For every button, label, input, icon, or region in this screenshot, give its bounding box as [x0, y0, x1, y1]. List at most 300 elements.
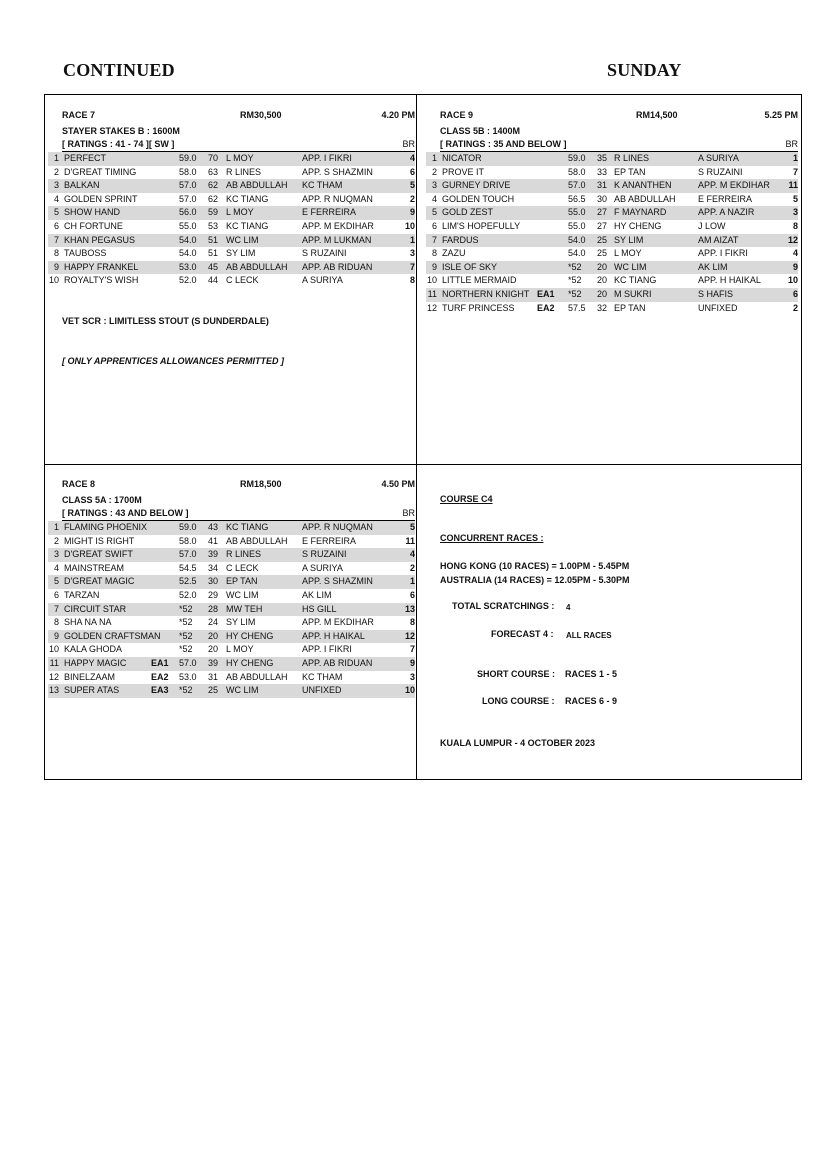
rating: 62: [208, 193, 219, 204]
weight: 55.0: [179, 220, 197, 231]
table-row: [48, 589, 415, 603]
table-row: [426, 193, 798, 207]
trainer: APP. M EKDIHAR: [302, 220, 374, 231]
race-time: 5.25 PM: [764, 110, 798, 120]
table-row: [426, 234, 798, 248]
barrier: 4: [409, 153, 415, 163]
course-label: COURSE C4: [440, 494, 493, 504]
table-row: [48, 562, 415, 576]
jockey: EP TAN: [226, 576, 258, 587]
barrier: 9: [409, 207, 415, 218]
rating: 51: [208, 248, 219, 259]
runner-number: 13: [48, 685, 59, 696]
weight: 59.0: [179, 153, 197, 163]
weight: 56.0: [179, 207, 197, 218]
header-continued: CONTINUED: [63, 60, 175, 80]
runner-list: [426, 152, 798, 315]
barrier: 10: [787, 275, 798, 286]
runner-number: 6: [53, 220, 59, 231]
race-class: CLASS 5A : 1700M: [62, 495, 142, 505]
trainer: APP. M EKDIHAR: [302, 617, 374, 628]
race-card-grid: [44, 94, 802, 780]
runner-number: 10: [426, 275, 437, 286]
allowances-note: [ ONLY APPRENTICES ALLOWANCES PERMITTED ]: [62, 356, 285, 366]
jockey: KC TIANG: [226, 220, 269, 231]
runner-number: 11: [49, 657, 59, 668]
weight: 59.0: [179, 522, 197, 532]
race-header: [426, 110, 798, 122]
runner-list: [48, 152, 415, 288]
weight: *52: [179, 603, 193, 614]
barrier: 7: [792, 166, 798, 177]
horizontal-divider: [45, 464, 801, 465]
trainer: S RUZAINI: [302, 549, 347, 560]
race-header: [48, 110, 415, 122]
horse-name: SHOW HAND: [64, 207, 120, 218]
horse-name: BINELZAAM: [64, 671, 116, 682]
jockey: F MAYNARD: [614, 207, 667, 218]
runner-number: 9: [53, 630, 59, 641]
rating: 25: [597, 248, 608, 259]
barrier: 7: [409, 644, 415, 655]
runner-number: 5: [431, 207, 437, 218]
barrier: 3: [409, 671, 415, 682]
race-ratings: [ RATINGS : 41 - 74 ][ SW ]: [62, 139, 175, 149]
barrier: 10: [404, 685, 415, 696]
weight: 57.0: [179, 193, 197, 204]
trainer: APP. H HAIKAL: [698, 275, 761, 286]
table-row: [48, 521, 415, 535]
runner-number: 12: [426, 302, 437, 313]
barrier: 5: [409, 180, 415, 191]
horse-name: GOLDEN SPRINT: [64, 193, 138, 204]
rating: 25: [208, 685, 219, 696]
race-number: RACE 7: [62, 110, 96, 120]
weight: *52: [179, 685, 193, 696]
emergency-acceptor: EA1: [151, 657, 169, 668]
rating: 29: [208, 589, 219, 600]
jockey: L MOY: [614, 248, 642, 259]
barrier: 8: [409, 617, 415, 628]
trainer: KC THAM: [302, 671, 343, 682]
trainer: APP. I FIKRI: [302, 644, 352, 655]
rating: 30: [597, 193, 608, 204]
weight: 56.5: [568, 193, 586, 204]
table-row: [426, 220, 798, 234]
trainer: UNFIXED: [698, 302, 738, 313]
jockey: SY LIM: [226, 248, 256, 259]
table-row: [426, 179, 798, 193]
jockey: R LINES: [614, 153, 650, 163]
horse-name: HAPPY FRANKEL: [64, 261, 139, 272]
trainer: A SURIYA: [698, 153, 739, 163]
runner-number: 3: [431, 180, 437, 191]
horse-name: NICATOR: [442, 153, 482, 163]
race-number: RACE 9: [440, 110, 474, 120]
barrier: 1: [409, 234, 415, 245]
weight: *52: [568, 275, 582, 286]
trainer: KC THAM: [302, 180, 343, 191]
table-row: [426, 152, 798, 166]
runner-number: 10: [48, 275, 59, 286]
runner-number: 8: [431, 248, 437, 259]
rating: 20: [597, 288, 608, 299]
concurrent-races-title: CONCURRENT RACES :: [440, 533, 544, 543]
weight: 54.0: [568, 248, 586, 259]
trainer: APP. H HAIKAL: [302, 630, 365, 641]
emergency-acceptor: EA2: [151, 671, 169, 682]
total-scratchings-label: TOTAL SCRATCHINGS :: [452, 601, 555, 611]
horse-name: TARZAN: [64, 589, 100, 600]
horse-name: SUPER ATAS: [64, 685, 120, 696]
weight: 53.0: [179, 671, 197, 682]
race-header: [48, 479, 415, 491]
horse-name: FLAMING PHOENIX: [64, 522, 148, 532]
horse-name: CH FORTUNE: [64, 220, 123, 231]
jockey: EP TAN: [614, 166, 646, 177]
jockey: AB ABDULLAH: [226, 671, 288, 682]
jockey: M SUKRI: [614, 288, 652, 299]
jockey: AB ABDULLAH: [614, 193, 676, 204]
rating: 31: [597, 180, 608, 191]
table-row: [48, 261, 415, 275]
runner-number: 4: [53, 562, 59, 573]
trainer: AK LIM: [302, 589, 332, 600]
weight: 54.0: [179, 234, 197, 245]
runner-number: 10: [48, 644, 59, 655]
horse-name: LITTLE MERMAID: [442, 275, 517, 286]
jockey: SY LIM: [226, 617, 256, 628]
weight: 52.0: [179, 589, 197, 600]
jockey: K ANANTHEN: [614, 180, 672, 191]
rating: 20: [208, 630, 219, 641]
weight: 52.0: [179, 275, 197, 286]
runner-number: 6: [431, 220, 437, 231]
weight: 58.0: [179, 166, 197, 177]
barrier: 9: [409, 657, 415, 668]
rating: 70: [208, 153, 219, 163]
emergency-acceptor: EA3: [151, 685, 169, 696]
barrier-column-label: BR: [402, 508, 415, 518]
rating: 20: [208, 644, 219, 655]
rating: 28: [208, 603, 219, 614]
race-class: CLASS 5B : 1400M: [440, 126, 521, 136]
jockey: KC TIANG: [226, 522, 269, 532]
barrier-column-label: BR: [402, 139, 415, 149]
horse-name: MIGHT IS RIGHT: [64, 535, 135, 546]
barrier: 11: [405, 535, 415, 546]
horse-name: TAUBOSS: [64, 248, 107, 259]
jockey: AB ABDULLAH: [226, 261, 288, 272]
jockey: L MOY: [226, 644, 254, 655]
horse-name: ROYALTY'S WISH: [64, 275, 139, 286]
rating: 62: [208, 180, 219, 191]
table-row: [426, 302, 798, 316]
forecast-label: FORECAST 4 :: [491, 629, 554, 639]
weight: 53.0: [179, 261, 197, 272]
horse-name: GOLD ZEST: [442, 207, 494, 218]
rating: 53: [208, 220, 219, 231]
barrier: 5: [409, 522, 415, 532]
race-prize: RM30,500: [240, 110, 282, 120]
barrier: 12: [787, 234, 798, 245]
long-course-value: RACES 6 - 9: [565, 696, 618, 706]
horse-name: BALKAN: [64, 180, 100, 191]
trainer: APP. M EKDIHAR: [698, 180, 770, 191]
horse-name: MAINSTREAM: [64, 562, 125, 573]
weight: 55.0: [568, 207, 586, 218]
emergency-acceptor: EA1: [537, 288, 555, 299]
rating: 39: [208, 549, 219, 560]
jockey: WC LIM: [226, 685, 259, 696]
jockey: MW TEH: [226, 603, 263, 614]
race-prize: RM18,500: [240, 479, 282, 489]
barrier: 9: [792, 261, 798, 272]
horse-name: D'GREAT TIMING: [64, 166, 137, 177]
barrier: 2: [792, 302, 798, 313]
barrier-column-label: BR: [785, 139, 798, 149]
table-row: [48, 671, 415, 685]
horse-name: ISLE OF SKY: [442, 261, 498, 272]
weight: 54.0: [179, 248, 197, 259]
rating: 31: [208, 671, 219, 682]
table-row: [48, 193, 415, 207]
rating: 51: [208, 234, 219, 245]
runner-number: 1: [53, 522, 59, 532]
horse-name: KHAN PEGASUS: [64, 234, 136, 245]
weight: 57.0: [179, 657, 197, 668]
rating: 33: [597, 166, 608, 177]
table-row: [48, 684, 415, 698]
table-row: [48, 166, 415, 180]
jockey: C LECK: [226, 562, 259, 573]
barrier: 12: [404, 630, 415, 641]
jockey: L MOY: [226, 153, 254, 163]
table-row: [48, 220, 415, 234]
runner-list: [48, 521, 415, 698]
rating: 59: [208, 207, 219, 218]
weight: 55.0: [568, 220, 586, 231]
table-row: [48, 630, 415, 644]
rating: 34: [208, 562, 219, 573]
runner-number: 9: [431, 261, 437, 272]
weight: 58.0: [568, 166, 586, 177]
trainer: APP. R NUQMAN: [302, 522, 373, 532]
trainer: APP. S SHAZMIN: [302, 166, 373, 177]
table-row: [48, 179, 415, 193]
runner-number: 5: [53, 576, 59, 587]
barrier: 7: [409, 261, 415, 272]
runner-number: 8: [53, 617, 59, 628]
barrier: 10: [404, 220, 415, 231]
barrier: 4: [792, 248, 798, 259]
barrier: 1: [409, 576, 415, 587]
weight: 57.0: [568, 180, 586, 191]
race-ratings: [ RATINGS : 43 AND BELOW ]: [62, 508, 189, 518]
total-scratchings-value: 4: [566, 603, 571, 612]
runner-number: 3: [53, 180, 59, 191]
barrier: 8: [409, 275, 415, 286]
rating: 32: [597, 302, 608, 313]
weight: 54.0: [568, 234, 586, 245]
rating: 39: [208, 657, 219, 668]
table-row: [48, 274, 415, 288]
table-row: [426, 261, 798, 275]
table-row: [426, 166, 798, 180]
trainer: APP. AB RIDUAN: [302, 657, 373, 668]
table-row: [426, 288, 798, 302]
long-course-label: LONG COURSE :: [482, 696, 555, 706]
table-row: [48, 643, 415, 657]
horse-name: PROVE IT: [442, 166, 485, 177]
jockey: WC LIM: [226, 234, 259, 245]
barrier: 2: [409, 562, 415, 573]
weight: 57.0: [179, 180, 197, 191]
race-ratings: [ RATINGS : 35 AND BELOW ]: [440, 139, 567, 149]
table-row: [48, 603, 415, 617]
barrier: 6: [409, 166, 415, 177]
jockey: L MOY: [226, 207, 254, 218]
rating: 44: [208, 275, 219, 286]
table-row: [48, 247, 415, 261]
short-course-label: SHORT COURSE :: [477, 669, 556, 679]
jockey: HY CHENG: [226, 630, 274, 641]
header-day: SUNDAY: [607, 60, 682, 80]
rating: 35: [597, 153, 608, 163]
runner-number: 1: [431, 153, 437, 163]
table-row: [48, 548, 415, 562]
barrier: 5: [792, 193, 798, 204]
jockey: WC LIM: [226, 589, 259, 600]
horse-name: ZAZU: [442, 248, 466, 259]
trainer: A SURIYA: [302, 275, 343, 286]
race-number: RACE 8: [62, 479, 96, 489]
jockey: R LINES: [226, 166, 262, 177]
table-row: [426, 247, 798, 261]
trainer: UNFIXED: [302, 685, 342, 696]
horse-name: GOLDEN TOUCH: [442, 193, 515, 204]
weight: 52.5: [179, 576, 197, 587]
trainer: AM AIZAT: [698, 234, 739, 245]
trainer: E FERREIRA: [302, 535, 357, 546]
table-row: [48, 206, 415, 220]
trainer: AK LIM: [698, 261, 728, 272]
emergency-acceptor: EA2: [537, 302, 555, 313]
jockey: AB ABDULLAH: [226, 535, 288, 546]
trainer: S RUZAINI: [302, 248, 347, 259]
trainer: S HAFIS: [698, 288, 734, 299]
jockey: WC LIM: [614, 261, 647, 272]
rating: 24: [208, 617, 219, 628]
jockey: AB ABDULLAH: [226, 180, 288, 191]
jockey: C LECK: [226, 275, 259, 286]
jockey: KC TIANG: [614, 275, 657, 286]
runner-number: 11: [427, 288, 437, 299]
jockey: HY CHENG: [614, 220, 662, 231]
runner-number: 4: [431, 193, 437, 204]
runner-number: 5: [53, 207, 59, 218]
runner-number: 7: [53, 234, 59, 245]
trainer: J LOW: [698, 220, 726, 231]
race-class: STAYER STAKES B : 1600M: [62, 126, 180, 136]
table-row: [48, 616, 415, 630]
trainer: E FERREIRA: [302, 207, 357, 218]
jockey: HY CHENG: [226, 657, 274, 668]
table-row: [48, 575, 415, 589]
trainer: APP. I FIKRI: [302, 153, 352, 163]
horse-name: FARDUS: [442, 234, 479, 245]
table-row: [48, 234, 415, 248]
runner-number: 7: [53, 603, 59, 614]
vet-scratching-note: VET SCR : LIMITLESS STOUT (S DUNDERDALE): [62, 316, 269, 326]
trainer: HS GILL: [302, 603, 337, 614]
race-prize: RM14,500: [636, 110, 678, 120]
weight: *52: [568, 288, 582, 299]
horse-name: CIRCUIT STAR: [64, 603, 127, 614]
weight: *52: [179, 617, 193, 628]
jockey: R LINES: [226, 549, 262, 560]
horse-name: PERFECT: [64, 153, 107, 163]
weight: 57.5: [568, 302, 586, 313]
forecast-value: ALL RACES: [566, 631, 612, 640]
trainer: S RUZAINI: [698, 166, 743, 177]
barrier: 13: [404, 603, 415, 614]
horse-name: NORTHERN KNIGHT: [442, 288, 530, 299]
rating: 20: [597, 275, 608, 286]
horse-name: GURNEY DRIVE: [442, 180, 511, 191]
table-row: [48, 152, 415, 166]
horse-name: HAPPY MAGIC: [64, 657, 127, 668]
barrier: 1: [792, 153, 798, 163]
rating: 63: [208, 166, 219, 177]
barrier: 2: [409, 193, 415, 204]
horse-name: TURF PRINCESS: [442, 302, 515, 313]
weight: *52: [179, 644, 193, 655]
runner-number: 8: [53, 248, 59, 259]
weight: *52: [179, 630, 193, 641]
weight: *52: [568, 261, 582, 272]
weight: 57.0: [179, 549, 197, 560]
runner-number: 2: [431, 166, 437, 177]
weight: 59.0: [568, 153, 586, 163]
horse-name: KALA GHODA: [64, 644, 123, 655]
horse-name: SHA NA NA: [64, 617, 112, 628]
barrier: 8: [792, 220, 798, 231]
australia-races: AUSTRALIA (14 RACES) = 12.05PM - 5.30PM: [440, 575, 630, 585]
runner-number: 7: [431, 234, 437, 245]
trainer: APP. S SHAZMIN: [302, 576, 373, 587]
barrier: 4: [409, 549, 415, 560]
runner-number: 12: [48, 671, 59, 682]
rating: 27: [597, 220, 608, 231]
jockey: SY LIM: [614, 234, 644, 245]
runner-number: 3: [53, 549, 59, 560]
runner-number: 4: [53, 193, 59, 204]
barrier: 3: [409, 248, 415, 259]
jockey: KC TIANG: [226, 193, 269, 204]
rating: 27: [597, 207, 608, 218]
table-row: [426, 206, 798, 220]
rating: 30: [208, 576, 219, 587]
horse-name: D'GREAT SWIFT: [64, 549, 133, 560]
table-row: [48, 535, 415, 549]
race-time: 4.20 PM: [381, 110, 415, 120]
trainer: APP. A NAZIR: [698, 207, 755, 218]
horse-name: GOLDEN CRAFTSMAN: [64, 630, 161, 641]
horse-name: D'GREAT MAGIC: [64, 576, 135, 587]
runner-number: 2: [53, 166, 59, 177]
vertical-divider: [416, 95, 417, 779]
